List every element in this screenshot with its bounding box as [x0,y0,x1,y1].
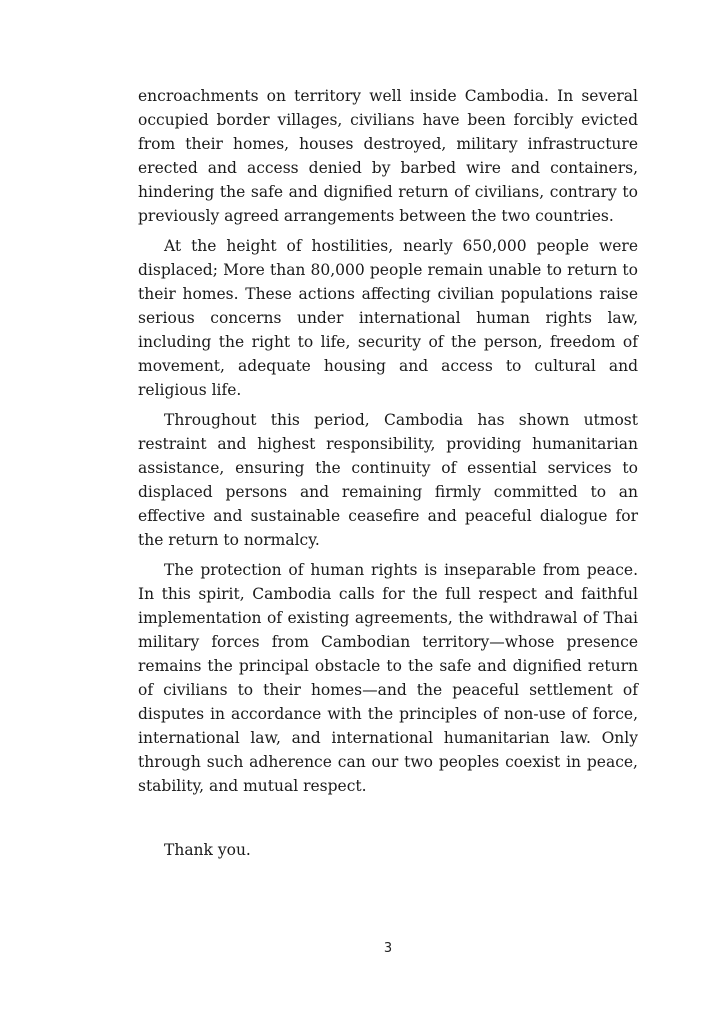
body-paragraph: At the height of hostilities, nearly 650,000 people were displaced; More than 80,000 people remain unable to return to their homes. These actions affecting civilian populations raise serious concerns under international human rights law, including the right to life, security of the person, freedom of movement, adequate housing and access to cultural and religious life. [138,237,638,399]
page-number: 3 [383,941,393,956]
closing-paragraph: Thank you. [164,841,251,859]
body-paragraph: Throughout this period, Cambodia has shown utmost restraint and highest responsibility, providing humanitarian assistance, ensuring the continuity of essential services to displaced persons and remaining firmly committed to an effective and sustainable ceasefire and peaceful dialogue for the return to normalcy. [138,411,638,549]
body-paragraph: The protection of human rights is inseparable from peace. In this spirit, Cambodia calls for the full respect and faithful implementation of existing agreements, the withdrawal of Thai military forces from Cambodian territory—whose presence remains the principal obstacle to the safe and dignified return of civilians to their homes—and the peaceful settlement of disputes in accordance with the principles of non-use of force, international law, and international humanitarian law. Only through such adherence can our two peoples coexist in peace, stability, and mutual respect. [138,561,638,795]
body-text-block [138,84,638,868]
body-paragraph-continuation: encroachments on territory well inside Cambodia. In several occupied border villages, civilians have been forcibly evicted from their homes, houses destroyed, military infrastructure erected and access denied by barbed wire and containers, hindering the safe and dignified return of civilians, contrary to previously agreed arrangements between the two countries. [138,87,638,225]
